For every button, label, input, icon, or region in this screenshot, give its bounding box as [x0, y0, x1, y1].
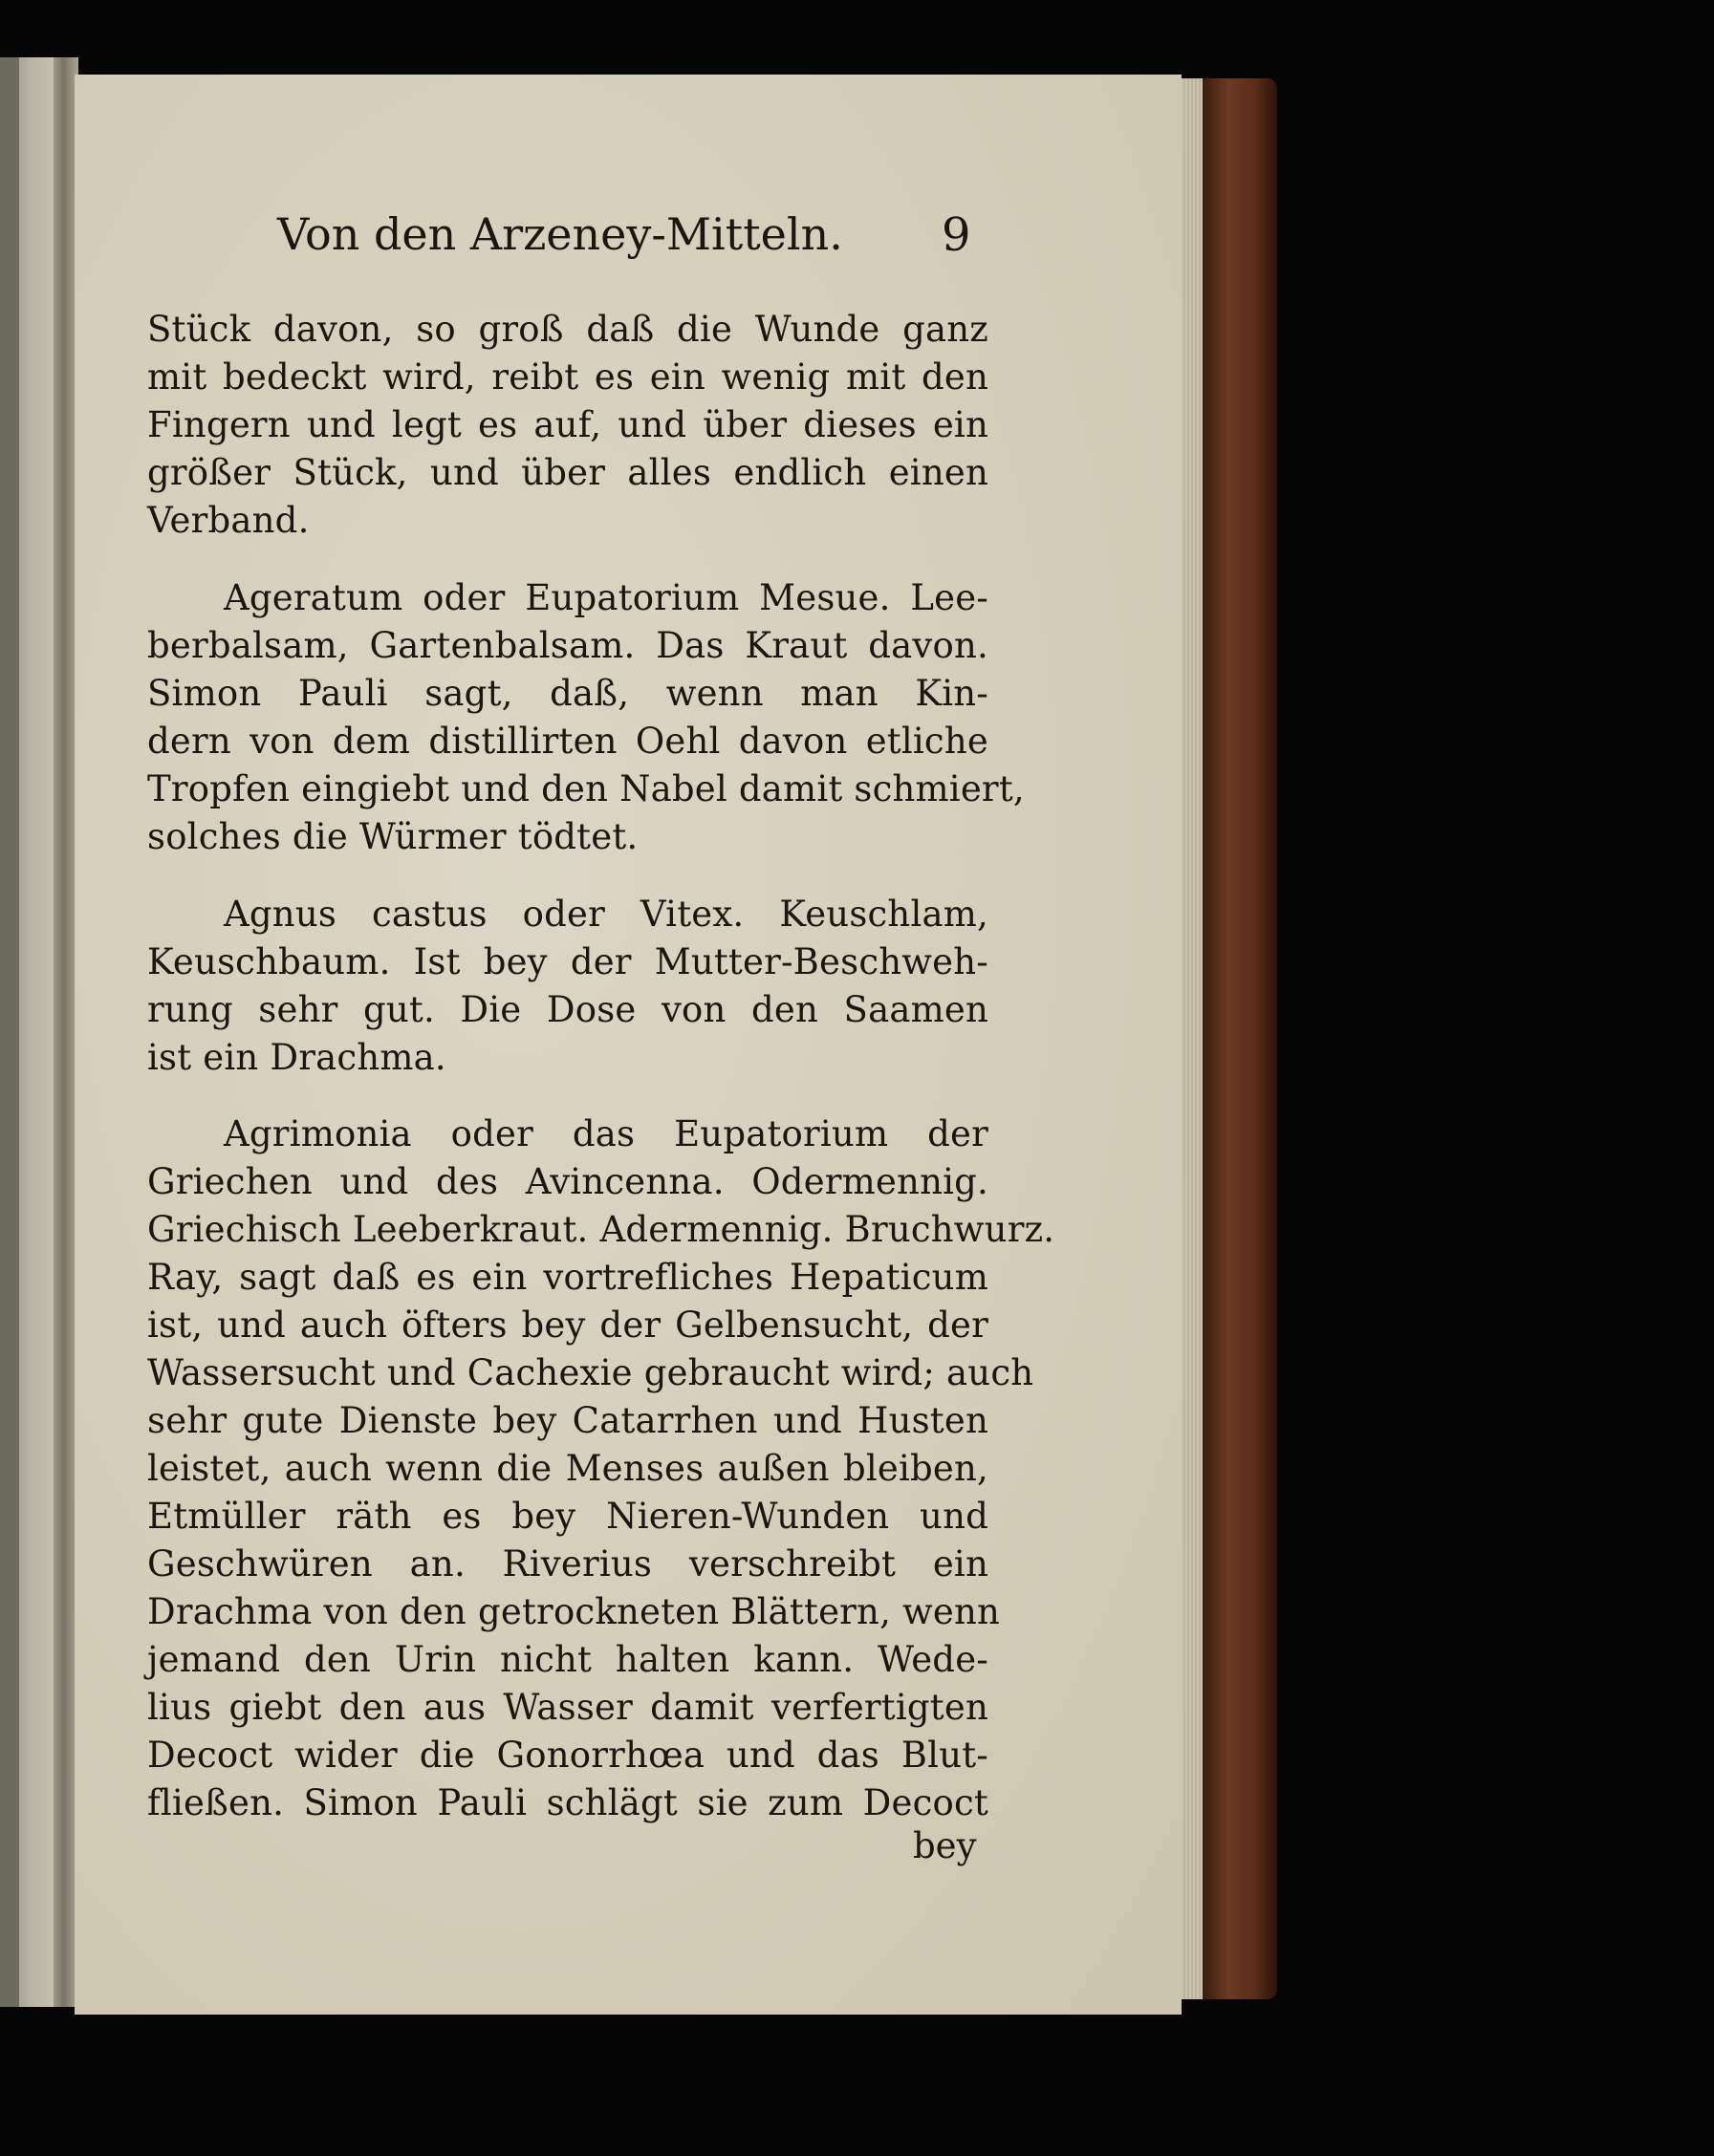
text-line: solches die Würmer tödtet. [147, 816, 639, 857]
text-line: Drachma von den getrockneten Blättern, wenn [147, 1591, 1001, 1632]
running-title: Von den Arzeney-Mitteln. [277, 208, 843, 260]
text-line: Etmüller räth es bey Nieren-Wunden und [147, 1496, 988, 1537]
text-line: Griechen und des Avincenna. Odermennig. [147, 1161, 988, 1202]
left-page-shadow [0, 57, 19, 2007]
text-line: Simon Pauli sagt, daß, wenn man Kin- [147, 673, 988, 714]
text-line: größer Stück, und über alles endlich einen [147, 452, 988, 493]
text-line: Fingern und legt es auf, und über dieses ein [147, 404, 988, 445]
text-line-indent: Ageratum oder Eupatorium Mesue. Lee- [224, 577, 988, 618]
text-line: berbalsam, Gartenbalsam. Das Kraut davon. [147, 625, 988, 666]
text-line: mit bedeckt wird, reibt es ein wenig mit den [147, 356, 988, 398]
text-line: Ray, sagt daß es ein vortrefliches Hepaticum [147, 1257, 988, 1298]
book-cover-spine [1203, 78, 1277, 1999]
text-line-indent: Agnus castus oder Vitex. Keuschlam, [224, 894, 988, 935]
text-line: Keuschbaum. Ist bey der Mutter-Beschweh- [147, 941, 988, 982]
text-line: dern von dem distillirten Oehl davon etliche [147, 721, 988, 762]
text-line: Geschwüren an. Riverius verschreibt ein [147, 1543, 988, 1585]
text-line: ist ein Drachma. [147, 1037, 446, 1078]
text-line: ist, und auch öfters bey der Gelbensucht, der [147, 1304, 988, 1346]
text-line: rung sehr gut. Die Dose von den Saamen [147, 989, 988, 1030]
text-line: Verband. [147, 500, 310, 541]
text-line: Wassersucht und Cachexie gebraucht wird; auch [147, 1352, 1034, 1393]
text-line: Griechisch Leeberkraut. Adermennig. Bruchwurz. [147, 1209, 1055, 1250]
page-stack-edges [1182, 78, 1203, 1999]
text-line: fließen. Simon Pauli schlägt sie zum Decoct [147, 1782, 988, 1823]
text-line: Stück davon, so groß daß die Wunde ganz [147, 309, 988, 350]
text-line: Tropfen eingiebt und den Nabel damit schmiert, [147, 768, 1025, 809]
text-line: leistet, auch wenn die Menses außen bleiben, [147, 1448, 988, 1489]
text-line: jemand den Urin nicht halten kann. Wede- [147, 1639, 988, 1680]
text-line: sehr gute Dienste bey Catarrhen und Husten [147, 1400, 988, 1441]
page-number: 9 [942, 208, 971, 262]
catchword: bey [913, 1825, 977, 1866]
text-line-indent: Agrimonia oder das Eupatorium der [224, 1113, 988, 1154]
text-line: Decoct wider die Gonorrhœa und das Blut- [147, 1735, 988, 1776]
text-line: lius giebt den aus Wasser damit verfertigten [147, 1687, 988, 1728]
